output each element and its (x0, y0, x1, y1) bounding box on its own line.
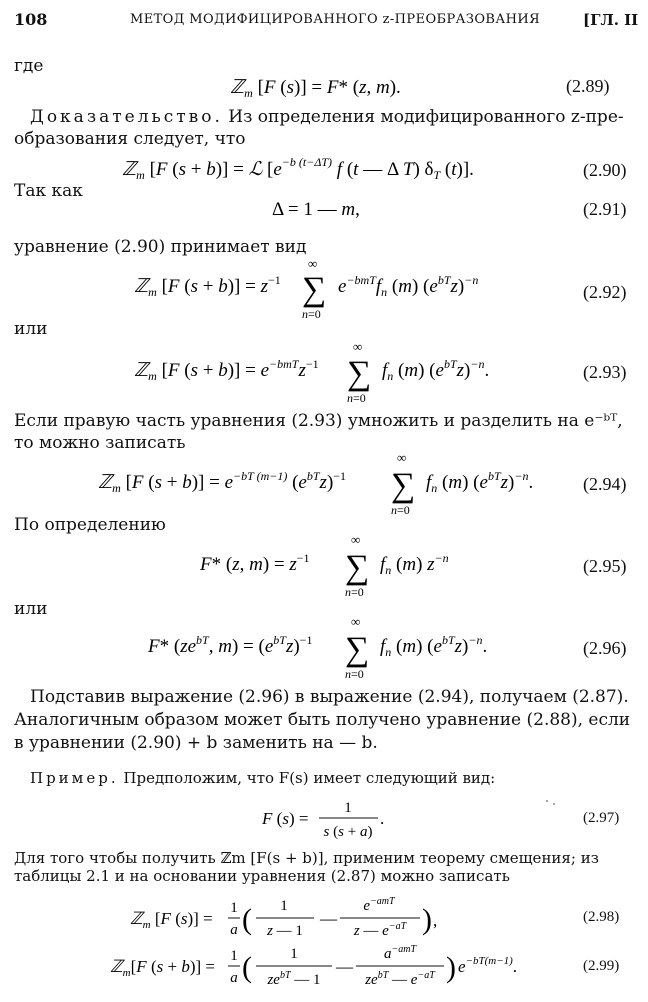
svg-text:F (s) =: F (s) = (262, 809, 309, 828)
equation-number: (2.89) (566, 76, 610, 96)
equation-2-95 (200, 532, 490, 602)
text-takes-form: уравнение (2.90) принимает вид (14, 237, 307, 257)
svg-text:—: — (336, 957, 353, 976)
svg-text:n=0: n=0 (345, 667, 364, 680)
example-line (30, 768, 495, 788)
text-substitute-1: Подставив выражение (2.96) в выражение (2.94), получаем (2.87). (30, 687, 629, 707)
equation-number: (2.98) (583, 909, 620, 925)
equation-number: (2.93) (583, 362, 627, 382)
text-to-get-2: таблицы 2.1 и на основании уравнения (2.87) можно записать (14, 867, 510, 885)
running-title: МЕТОД МОДИФИЦИРОВАННОГО z-ПРЕОБРАЗОВАНИЯ (130, 12, 540, 27)
svg-text:∑: ∑ (302, 271, 327, 308)
equation-number: (2.90) (583, 160, 627, 180)
equation-2-92-formula (134, 256, 524, 322)
proof-line-2: образования следует, что (14, 129, 246, 149)
example-label: Пример. (30, 769, 119, 787)
svg-text:.: . (380, 809, 385, 828)
text-or: или (14, 319, 48, 339)
svg-text:e−bT(m−1).: $e^{-bT(m-1)}$. (458, 955, 518, 976)
svg-text:∞: ∞ (351, 614, 361, 629)
equation-2-89 (230, 72, 440, 106)
equation-2-94-formula (98, 452, 558, 518)
text-or: или (14, 599, 48, 619)
equation-2-95-formula (200, 532, 490, 598)
svg-text:1: 1 (344, 800, 352, 816)
svg-text:ℤm [F (s + b)] = ℒ [e−b (t−ΔT): ℤ$_m$ [F (s + b)] = ℒ [$e^{-b (t-\Delta T)}$ f (t — Δ T) $\delta_T$ (t)]. (122, 155, 474, 182)
svg-text:∑: ∑ (347, 355, 372, 392)
proof-label: Доказательство. (30, 107, 223, 127)
svg-text:a: a (230, 922, 238, 938)
svg-text:∞: ∞ (397, 452, 407, 465)
equation-2-89-formula (230, 72, 440, 102)
equation-number: (2.92) (583, 282, 627, 302)
svg-text:1: 1 (230, 948, 238, 964)
text-to-get-1: Для того чтобы получить ℤm [F(s + b)], применим теорему смещения; из (14, 849, 599, 867)
equation-2-93 (134, 338, 524, 408)
paper-speck (553, 803, 555, 805)
svg-text:z — e−aT: z — $e^{-aT}$ (353, 921, 407, 939)
equation-number: (2.95) (583, 556, 627, 576)
svg-text:1: 1 (280, 898, 288, 914)
svg-text:F* (zebT, m) = (ebTz)−1: F* ($ze^{bT}$, $m) = (e^{bT}z)^{-1}$ (148, 633, 313, 657)
chapter-marker: [ГЛ. II (583, 11, 639, 29)
equation-number: (2.97) (583, 810, 620, 826)
running-header (0, 10, 648, 32)
text-substitute-2: Аналогичным образом может быть получено уравнение (2.88), если (14, 710, 631, 730)
svg-text:fn (m) (ebTz)−n.: $f_n$ (m) $(e^{bT}z)^{-n}$. (382, 357, 490, 383)
equation-2-90 (122, 152, 532, 190)
equation-2-90-formula (122, 152, 532, 186)
svg-text:ℤm[F (s + b)] =: ℤ$_m$[F (s + b)] = (110, 957, 215, 979)
svg-text:a−amT: $a^{-amT}$ (383, 944, 417, 962)
text-since: Так как (14, 181, 83, 201)
example-text: Предположим, что F(s) имеет следующий вид: (123, 769, 496, 787)
svg-text:Δ = 1 — m,: Δ = 1 — m, (272, 199, 360, 220)
equation-2-96-formula (148, 614, 528, 680)
equation-number: (2.94) (583, 474, 627, 494)
equation-2-91-formula (272, 194, 402, 224)
svg-text:ℤm [F (s)] = F* (z, m).: ℤ$_m$ [F (s)] = F* (z, m). (230, 77, 401, 100)
equation-2-91 (272, 194, 402, 228)
svg-text:F* (z, m) = z−1: F* (z, $m) = z^{-1}$ (200, 551, 310, 575)
svg-text:): ) (446, 951, 456, 984)
svg-text:∞: ∞ (308, 256, 318, 271)
svg-text:n=0: n=0 (345, 585, 364, 598)
svg-text:zebT — e−aT: $ze^{bT}$ — $e^{-aT}$ (365, 970, 435, 988)
svg-text:(: ( (242, 951, 252, 984)
equation-2-97 (262, 794, 402, 848)
svg-text:∞: ∞ (351, 532, 361, 547)
svg-text:fn (m) (ebTz)−n.: $f_n$ (m) $(e^{bT}z)^{-n}$. (380, 633, 488, 659)
svg-text:e−amT: $e^{-amT}$ (363, 896, 395, 914)
svg-text:1: 1 (290, 946, 298, 962)
svg-text:fn (m) (ebTz)−n.: $f_n$ (m) $(e^{bT}z)^{-n}$. (426, 469, 534, 495)
svg-text:∞: ∞ (353, 339, 363, 354)
equation-number: (2.91) (583, 199, 627, 219)
svg-text:n=0: n=0 (347, 391, 366, 404)
equation-2-96 (148, 614, 528, 684)
svg-text:—: — (320, 909, 337, 928)
text-if-right-1: Если правую часть уравнения (2.93) умножить и разделить на e⁻ᵇᵀ, (14, 411, 623, 431)
equation-2-93-formula (134, 338, 524, 404)
equation-2-97-formula (262, 794, 402, 844)
equation-number: (2.99) (583, 958, 620, 974)
svg-text:,: , (433, 911, 438, 930)
page-number: 108 (14, 10, 48, 29)
text-by-definition: По определению (14, 515, 166, 535)
svg-text:a: a (230, 970, 238, 986)
proof-text: Из определения модифицированного z-пре- (228, 107, 624, 127)
svg-text:ℤm [F (s + b)] = e−bT (m−1) (e: ℤ$_m$ [F $(s + b)] = e^{-bT (m-1)}$ $(e^{bT}z)^{-1}$ (98, 469, 347, 495)
svg-text:z — 1: z — 1 (267, 923, 303, 939)
svg-text:n=0: n=0 (391, 503, 410, 517)
svg-text:ℤm [F (s + b)] = e−bmTz−1: ℤ$_m$ [F $(s + b)] = e^{-bmT}z^{-1}$ (134, 357, 319, 383)
svg-text:zebT — 1: $ze^{bT}$ — 1 (267, 970, 321, 988)
text-substitute-3: в уравнении (2.90) + b заменить на — b. (14, 733, 378, 753)
equation-2-99-formula (110, 936, 560, 998)
svg-text:∑: ∑ (345, 631, 370, 668)
equation-number: (2.96) (583, 638, 627, 658)
svg-text:fn (m) z−n: $f_n$ (m) $z^{-n}$ (380, 551, 449, 577)
svg-text:(: ( (242, 903, 252, 936)
svg-text:ℤm [F (s + b)] = z−1: ℤ$_m$ [F $(s + b)] = z^{-1}$ (134, 273, 281, 299)
text-where: где (14, 56, 44, 76)
text-if-right-2: то можно записать (14, 433, 186, 453)
svg-text:): ) (422, 903, 432, 936)
svg-text:s (s + a): s (s + a) (323, 824, 373, 840)
svg-text:n=0: n=0 (302, 307, 321, 321)
svg-text:∑: ∑ (391, 467, 416, 504)
svg-text:1: 1 (230, 900, 238, 916)
equation-2-99 (110, 936, 560, 1002)
svg-text:e−bmTfn (m) (ebTz)−n: $e^{-bmT}f_n$ (m) $(e^{bT}z)^{-n}$ (338, 273, 479, 299)
svg-text:∑: ∑ (345, 549, 370, 586)
equation-2-94 (98, 452, 558, 522)
paper-speck (546, 800, 548, 802)
svg-text:ℤm [F (s)] =: ℤ$_m$ [F (s)] = (130, 909, 213, 931)
proof-line-1 (30, 106, 624, 128)
equation-2-92 (134, 256, 524, 326)
